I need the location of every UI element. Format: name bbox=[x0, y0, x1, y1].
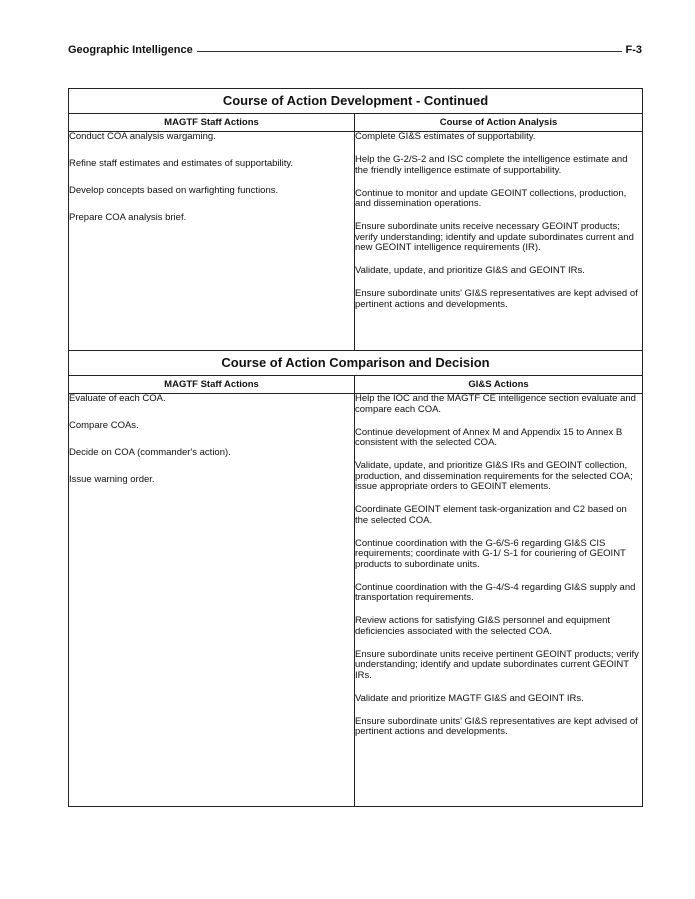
header-rule bbox=[197, 51, 622, 52]
header-title: Geographic Intelligence bbox=[68, 44, 193, 56]
list-item: Ensure subordinate units' GI&S representatives are kept advised of pertinent actions and developments. bbox=[355, 288, 638, 310]
column-header-coa-analysis: Course of Action Analysis bbox=[355, 114, 643, 132]
column-header-staff-actions: MAGTF Staff Actions bbox=[69, 114, 355, 132]
section-title-coa-development: Course of Action Development - Continued bbox=[69, 89, 643, 114]
list-item: Continue development of Annex M and Appendix 15 to Annex B consistent with the selected COA. bbox=[355, 426, 623, 448]
page-number: F-3 bbox=[625, 44, 642, 56]
staff-actions-cell bbox=[69, 132, 355, 351]
list-item: Complete GI&S estimates of supportability. bbox=[355, 131, 536, 142]
list-item: Develop concepts based on warfighting functions. bbox=[69, 185, 279, 196]
coa-analysis-cell bbox=[355, 132, 643, 351]
list-item: Coordinate GEOINT element task-organization and C2 based on the selected COA. bbox=[355, 504, 627, 526]
list-item: Conduct COA analysis wargaming. bbox=[69, 131, 216, 142]
list-item: Issue warning order. bbox=[69, 474, 155, 485]
section-title-coa-comparison: Course of Action Comparison and Decision bbox=[69, 351, 643, 376]
list-item: Compare COAs. bbox=[69, 420, 139, 431]
list-item: Validate, update, and prioritize GI&S IRs and GEOINT collection, production, and dissemination requirements for the selected COA; issue appropriate orders to GEOINT elements. bbox=[355, 460, 633, 492]
staff-actions-cell bbox=[69, 394, 355, 807]
list-item: Review actions for satisfying GI&S personnel and equipment deficiencies associated with the selected COA. bbox=[355, 615, 611, 637]
running-header bbox=[68, 40, 642, 60]
list-item: Evaluate of each COA. bbox=[69, 393, 166, 404]
list-item: Continue coordination with the G-4/S-4 regarding GI&S supply and transportation requirements. bbox=[355, 581, 636, 603]
column-header-staff-actions: MAGTF Staff Actions bbox=[69, 376, 355, 394]
list-item: Help the IOC and the MAGTF CE intelligence section evaluate and compare each COA. bbox=[355, 393, 636, 415]
list-item: Ensure subordinate units receive necessary GEOINT products; verify understanding; identify and update subordinates current and new GEOINT intelligence requirements (IR). bbox=[355, 221, 634, 253]
list-item: Ensure subordinate units' GI&S representatives are kept advised of pertinent actions and developments. bbox=[355, 715, 638, 737]
list-item: Continue coordination with the G-6/S-6 regarding GI&S CIS requirements; coordinate with G-1/ S-1 for couriering of GEOINT products to subordinate units. bbox=[355, 537, 626, 570]
list-item: Validate, update, and prioritize GI&S and GEOINT IRs. bbox=[355, 265, 585, 276]
list-item: Validate and prioritize MAGTF GI&S and GEOINT IRs. bbox=[355, 692, 584, 704]
list-item: Prepare COA analysis brief. bbox=[69, 212, 187, 223]
gis-actions-cell bbox=[355, 394, 643, 807]
list-item: Decide on COA (commander's action). bbox=[69, 447, 231, 458]
list-item: Ensure subordinate units receive pertinent GEOINT products; verify understanding; identify and update subordinates current GEOINT IRs. bbox=[355, 648, 639, 681]
list-item: Continue to monitor and update GEOINT collections, production, and dissemination operations. bbox=[355, 187, 627, 209]
coa-table bbox=[68, 88, 643, 807]
column-header-gis-actions: GI&S Actions bbox=[355, 376, 643, 394]
list-item: Help the G-2/S-2 and ISC complete the intelligence estimate and the friendly intelligence estimate of supportability. bbox=[355, 154, 628, 176]
list-item: Refine staff estimates and estimates of supportability. bbox=[69, 158, 294, 169]
